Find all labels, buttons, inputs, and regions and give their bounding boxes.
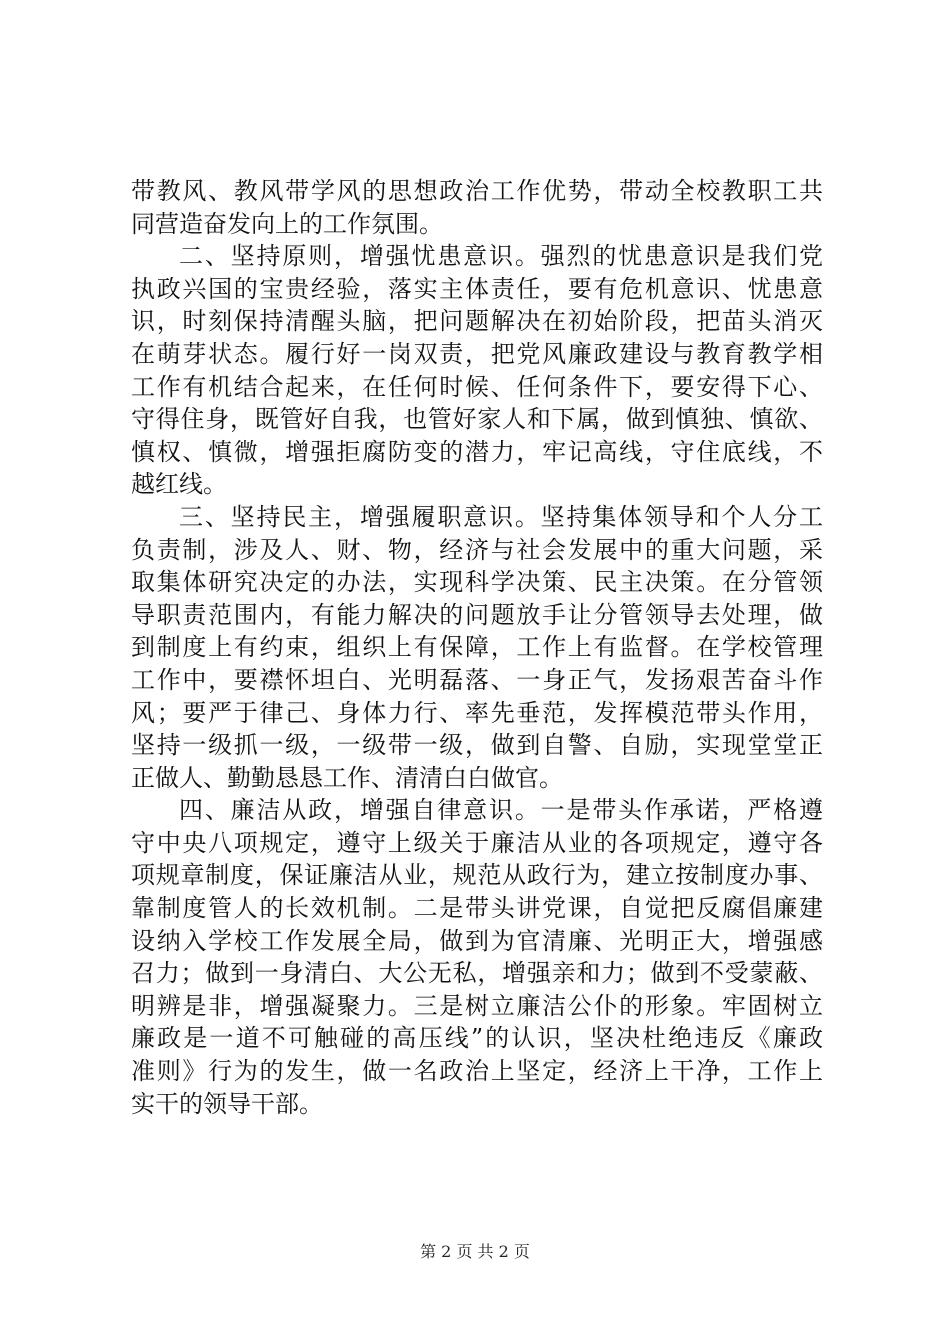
page-number-label: 第 2 页 共 2 页 xyxy=(420,1242,530,1261)
text-line: 坚持一级抓一级，一级带一级，做到自警、自励，实现堂堂正 xyxy=(131,731,823,760)
text-line: 取集体研究决定的办法，实现科学决策、民主决策。在分管领 xyxy=(131,568,823,597)
text-line: 工作中，要襟怀坦白、光明磊落、一身正气，发扬艰苦奋斗作 xyxy=(131,665,823,694)
text-line: 识，时刻保持清醒头脑，把问题解决在初始阶段，把苗头消灭 xyxy=(131,307,823,336)
text-line: 风；要严于律己、身体力行、率先垂范，发挥模范带头作用， xyxy=(131,698,823,727)
text-line: 负责制，涉及人、财、物，经济与社会发展中的重大问题，采 xyxy=(131,535,823,564)
text-line: 守中央八项规定，遵守上级关于廉洁从业的各项规定，遵守各 xyxy=(131,828,823,857)
text-line: 实干的领导干部。 xyxy=(131,1089,323,1118)
text-line: 执政兴国的宝贵经验，落实主体责任，要有危机意识、忧患意 xyxy=(131,274,823,303)
text-line: 越红线。 xyxy=(131,470,227,499)
text-line: 准则》行为的发生，做一名政治上坚定，经济上干净，工作上 xyxy=(131,1057,823,1086)
text-line: 同营造奋发向上的工作氛围。 xyxy=(131,209,443,238)
text-line: 设纳入学校工作发展全局，做到为官清廉、光明正大，增强感 xyxy=(131,926,823,955)
text-line: 正做人、勤勤恳恳工作、清清白白做官。 xyxy=(131,763,563,792)
text-line: 召力；做到一身清白、大公无私，增强亲和力；做到不受蒙蔽、 xyxy=(131,959,823,988)
body-text xyxy=(131,175,823,1120)
paragraph-heading-line: 二、坚持原则，增强忧患意识。强烈的忧患意识是我们党 xyxy=(179,242,823,271)
text-line: 靠制度管人的长效机制。二是带头讲党课，自觉把反腐倡廉建 xyxy=(131,894,823,923)
paragraph-heading-line: 三、坚持民主，增强履职意识。坚持集体领导和个人分工 xyxy=(179,502,823,531)
text-line: 在萌芽状态。履行好一岗双责，把党风廉政建设与教育教学相 xyxy=(131,339,823,368)
text-line: 导职责范围内，有能力解决的问题放手让分管领导去处理，做 xyxy=(131,600,823,629)
text-line: 守得住身，既管好自我，也管好家人和下属，做到慎独、慎欲、 xyxy=(131,405,823,434)
text-line: 到制度上有约束，组织上有保障，工作上有监督。在学校管理 xyxy=(131,633,823,662)
text-line: 带教风、教风带学风的思想政治工作优势，带动全校教职工共 xyxy=(131,177,823,205)
text-line: 明辨是非，增强凝聚力。三是树立廉洁公仆的形象。牢固树立 xyxy=(131,991,823,1020)
paragraph-heading-line: 四、廉洁从政，增强自律意识。一是带头作承诺，严格遵 xyxy=(179,796,823,825)
text-line: 慎权、慎微，增强拒腐防变的潜力，牢记高线，守住底线，不 xyxy=(131,437,823,466)
page-footer xyxy=(0,1242,950,1262)
text-line: 廉政是一道不可触碰的高压线”的认识，坚决杜绝违反《廉政 xyxy=(131,1024,823,1053)
text-line: 项规章制度，保证廉洁从业，规范从政行为，建立按制度办事、 xyxy=(131,861,823,890)
text-line: 工作有机结合起来，在任何时候、任何条件下，要安得下心、 xyxy=(131,372,823,401)
